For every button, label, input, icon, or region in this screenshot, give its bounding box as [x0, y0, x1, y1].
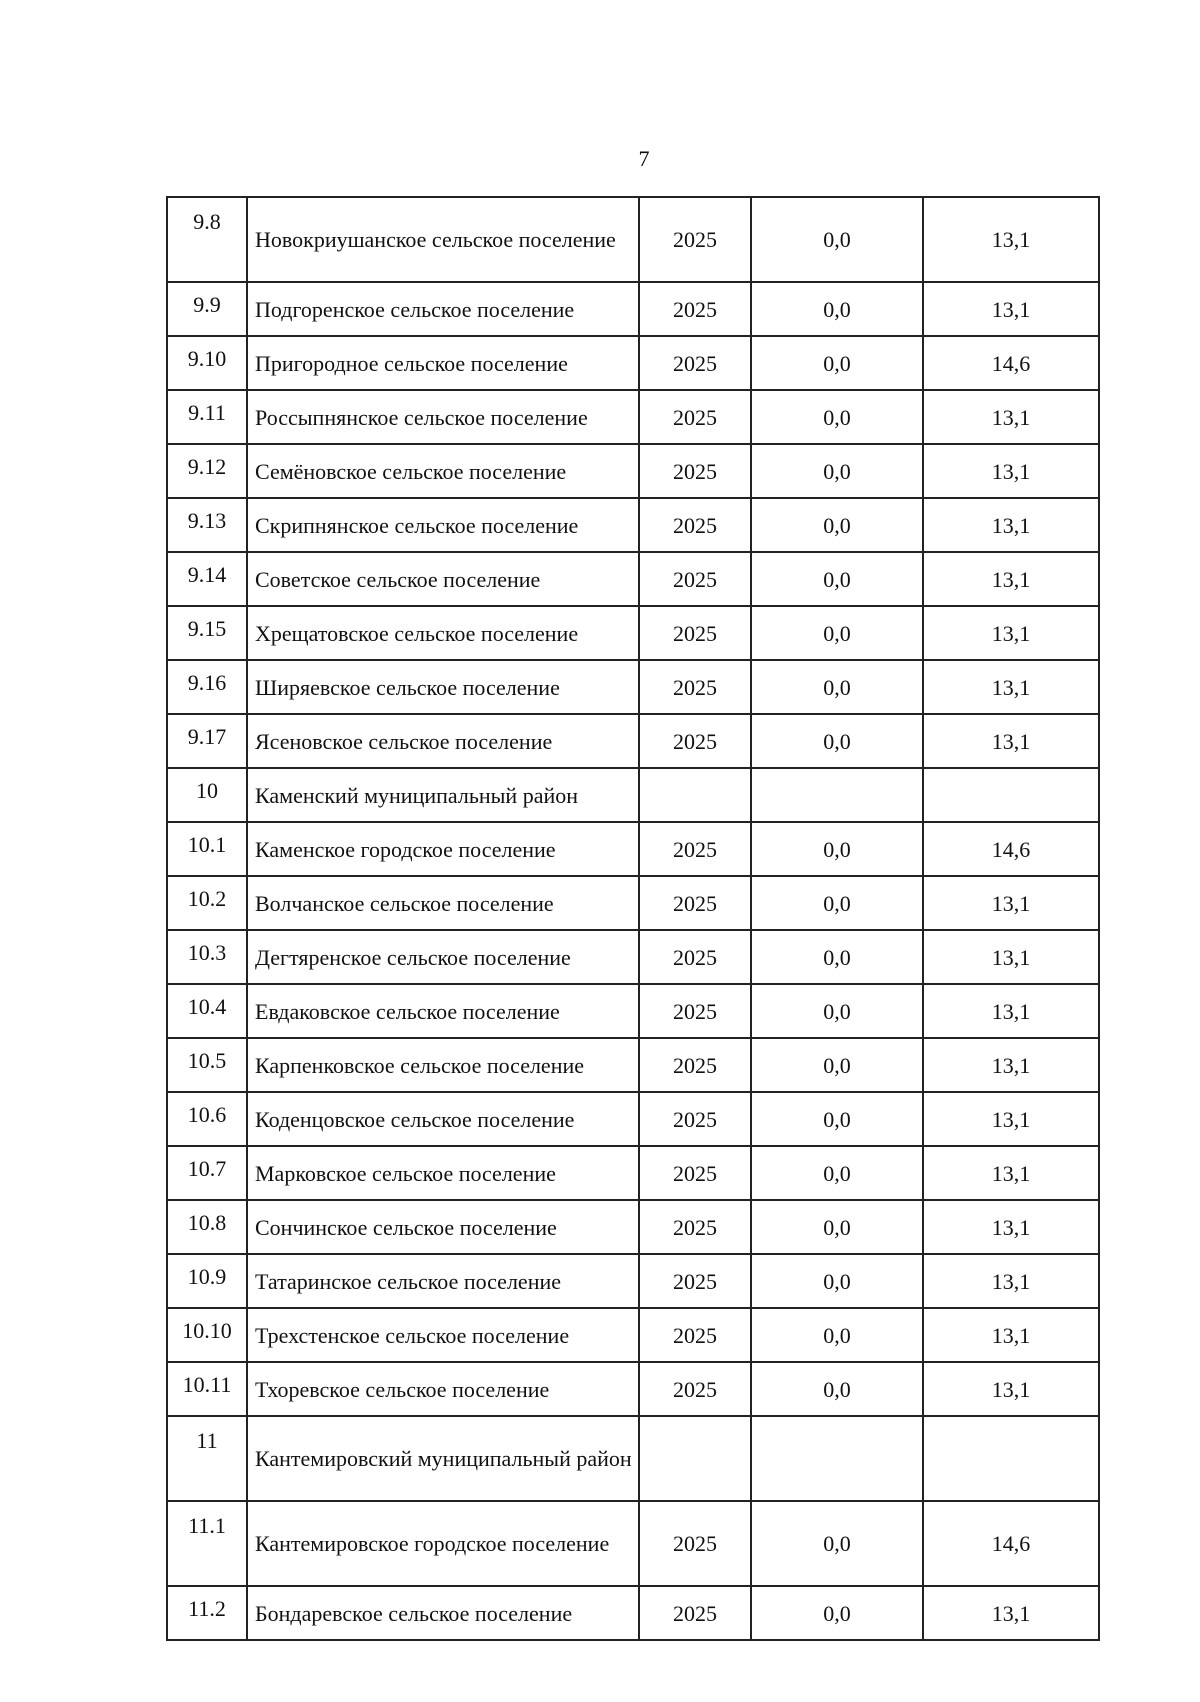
value-1-cell: 0,0 [751, 930, 923, 984]
value-2-cell: 13,1 [923, 930, 1099, 984]
value-1-cell: 0,0 [751, 876, 923, 930]
table-row [167, 1308, 1099, 1362]
value-2-cell: 13,1 [923, 552, 1099, 606]
table-row [167, 282, 1099, 336]
year-cell: 2025 [639, 660, 751, 714]
year-cell: 2025 [639, 1254, 751, 1308]
year-cell: 2025 [639, 1362, 751, 1416]
value-1-cell: 0,0 [751, 552, 923, 606]
value-1-cell: 0,0 [751, 1092, 923, 1146]
table-row [167, 660, 1099, 714]
row-number-cell: 10.4 [167, 984, 247, 1038]
name-cell: Дегтяренское сельское поселение [247, 930, 639, 984]
table-row [167, 1586, 1099, 1640]
value-1-cell: 0,0 [751, 984, 923, 1038]
value-2-cell: 13,1 [923, 1308, 1099, 1362]
row-number-cell: 9.16 [167, 660, 247, 714]
year-cell: 2025 [639, 606, 751, 660]
name-cell: Хрещатовское сельское поселение [247, 606, 639, 660]
row-number-cell: 9.14 [167, 552, 247, 606]
value-2-cell: 13,1 [923, 1362, 1099, 1416]
name-cell: Карпенковское сельское поселение [247, 1038, 639, 1092]
table-body [167, 197, 1099, 1640]
row-number-cell: 9.11 [167, 390, 247, 444]
name-cell: Кантемировское городское поселение [247, 1501, 639, 1586]
value-1-cell: 0,0 [751, 1038, 923, 1092]
table-row [167, 1362, 1099, 1416]
table-row [167, 768, 1099, 822]
year-cell: 2025 [639, 1501, 751, 1586]
year-cell: 2025 [639, 336, 751, 390]
name-cell: Советское сельское поселение [247, 552, 639, 606]
value-1-cell: 0,0 [751, 282, 923, 336]
table-row [167, 1501, 1099, 1586]
row-number-cell: 10.1 [167, 822, 247, 876]
value-2-cell: 13,1 [923, 1092, 1099, 1146]
value-2-cell: 13,1 [923, 390, 1099, 444]
year-cell: 2025 [639, 390, 751, 444]
table-row [167, 498, 1099, 552]
table-row [167, 1092, 1099, 1146]
row-number-cell: 11.2 [167, 1586, 247, 1640]
row-number-cell: 11 [167, 1416, 247, 1501]
name-cell: Семёновское сельское поселение [247, 444, 639, 498]
value-2-cell: 13,1 [923, 197, 1099, 282]
row-number-cell: 11.1 [167, 1501, 247, 1586]
table-row [167, 606, 1099, 660]
row-number-cell: 9.13 [167, 498, 247, 552]
table-row [167, 930, 1099, 984]
name-cell: Волчанское сельское поселение [247, 876, 639, 930]
value-2-cell [923, 1416, 1099, 1501]
name-cell: Татаринское сельское поселение [247, 1254, 639, 1308]
row-number-cell: 10.6 [167, 1092, 247, 1146]
value-1-cell: 0,0 [751, 390, 923, 444]
name-cell: Бондаревское сельское поселение [247, 1586, 639, 1640]
year-cell: 2025 [639, 1146, 751, 1200]
table-row [167, 1200, 1099, 1254]
row-number-cell: 10.7 [167, 1146, 247, 1200]
name-cell: Скрипнянское сельское поселение [247, 498, 639, 552]
value-1-cell: 0,0 [751, 1146, 923, 1200]
table-row [167, 876, 1099, 930]
row-number-cell: 10.11 [167, 1362, 247, 1416]
row-number-cell: 9.17 [167, 714, 247, 768]
table-row [167, 1038, 1099, 1092]
year-cell: 2025 [639, 984, 751, 1038]
name-cell: Марковское сельское поселение [247, 1146, 639, 1200]
value-2-cell: 13,1 [923, 876, 1099, 930]
name-cell: Сончинское сельское поселение [247, 1200, 639, 1254]
year-cell: 2025 [639, 552, 751, 606]
value-2-cell: 13,1 [923, 1038, 1099, 1092]
year-cell [639, 1416, 751, 1501]
row-number-cell: 9.15 [167, 606, 247, 660]
name-cell: Каменский муниципальный район [247, 768, 639, 822]
name-cell: Коденцовское сельское поселение [247, 1092, 639, 1146]
value-2-cell: 13,1 [923, 444, 1099, 498]
row-number-cell: 10 [167, 768, 247, 822]
value-1-cell: 0,0 [751, 1501, 923, 1586]
value-2-cell: 13,1 [923, 1586, 1099, 1640]
row-number-cell: 10.8 [167, 1200, 247, 1254]
value-1-cell: 0,0 [751, 1308, 923, 1362]
row-number-cell: 10.10 [167, 1308, 247, 1362]
year-cell: 2025 [639, 1038, 751, 1092]
name-cell: Подгоренское сельское поселение [247, 282, 639, 336]
row-number-cell: 10.9 [167, 1254, 247, 1308]
value-2-cell [923, 768, 1099, 822]
table-row [167, 390, 1099, 444]
table-row [167, 714, 1099, 768]
value-2-cell: 13,1 [923, 606, 1099, 660]
row-number-cell: 9.10 [167, 336, 247, 390]
row-number-cell: 10.5 [167, 1038, 247, 1092]
value-1-cell: 0,0 [751, 606, 923, 660]
value-1-cell: 0,0 [751, 197, 923, 282]
name-cell: Кантемировский муниципальный район [247, 1416, 639, 1501]
value-2-cell: 14,6 [923, 822, 1099, 876]
value-1-cell: 0,0 [751, 660, 923, 714]
table-row [167, 1416, 1099, 1501]
value-2-cell: 13,1 [923, 1200, 1099, 1254]
value-1-cell: 0,0 [751, 336, 923, 390]
row-number-cell: 10.2 [167, 876, 247, 930]
table-row [167, 552, 1099, 606]
value-1-cell [751, 768, 923, 822]
year-cell: 2025 [639, 1200, 751, 1254]
value-2-cell: 13,1 [923, 714, 1099, 768]
value-1-cell: 0,0 [751, 1254, 923, 1308]
table-row [167, 1254, 1099, 1308]
value-2-cell: 14,6 [923, 336, 1099, 390]
value-2-cell: 14,6 [923, 1501, 1099, 1586]
value-2-cell: 13,1 [923, 498, 1099, 552]
value-1-cell: 0,0 [751, 444, 923, 498]
value-1-cell: 0,0 [751, 1362, 923, 1416]
year-cell: 2025 [639, 1586, 751, 1640]
value-1-cell: 0,0 [751, 1200, 923, 1254]
value-1-cell: 0,0 [751, 714, 923, 768]
year-cell: 2025 [639, 714, 751, 768]
data-table [166, 196, 1100, 1641]
value-1-cell: 0,0 [751, 1586, 923, 1640]
table-row [167, 197, 1099, 282]
year-cell: 2025 [639, 444, 751, 498]
value-2-cell: 13,1 [923, 1254, 1099, 1308]
value-2-cell: 13,1 [923, 660, 1099, 714]
value-1-cell [751, 1416, 923, 1501]
row-number-cell: 9.12 [167, 444, 247, 498]
year-cell: 2025 [639, 197, 751, 282]
year-cell [639, 768, 751, 822]
name-cell: Тхоревское сельское поселение [247, 1362, 639, 1416]
table-row [167, 822, 1099, 876]
name-cell: Ясеновское сельское поселение [247, 714, 639, 768]
year-cell: 2025 [639, 876, 751, 930]
year-cell: 2025 [639, 822, 751, 876]
row-number-cell: 9.9 [167, 282, 247, 336]
row-number-cell: 10.3 [167, 930, 247, 984]
year-cell: 2025 [639, 282, 751, 336]
name-cell: Ширяевское сельское поселение [247, 660, 639, 714]
value-2-cell: 13,1 [923, 282, 1099, 336]
name-cell: Трехстенское сельское поселение [247, 1308, 639, 1362]
table-row [167, 336, 1099, 390]
year-cell: 2025 [639, 930, 751, 984]
row-number-cell: 9.8 [167, 197, 247, 282]
value-2-cell: 13,1 [923, 1146, 1099, 1200]
table-row [167, 984, 1099, 1038]
name-cell: Евдаковское сельское поселение [247, 984, 639, 1038]
year-cell: 2025 [639, 498, 751, 552]
year-cell: 2025 [639, 1092, 751, 1146]
name-cell: Пригородное сельское поселение [247, 336, 639, 390]
name-cell: Каменское городское поселение [247, 822, 639, 876]
value-1-cell: 0,0 [751, 498, 923, 552]
page-number: 7 [638, 146, 650, 171]
value-1-cell: 0,0 [751, 822, 923, 876]
name-cell: Новокриушанское сельское поселение [247, 197, 639, 282]
value-2-cell: 13,1 [923, 984, 1099, 1038]
year-cell: 2025 [639, 1308, 751, 1362]
table-row [167, 1146, 1099, 1200]
name-cell: Россыпнянское сельское поселение [247, 390, 639, 444]
table-row [167, 444, 1099, 498]
